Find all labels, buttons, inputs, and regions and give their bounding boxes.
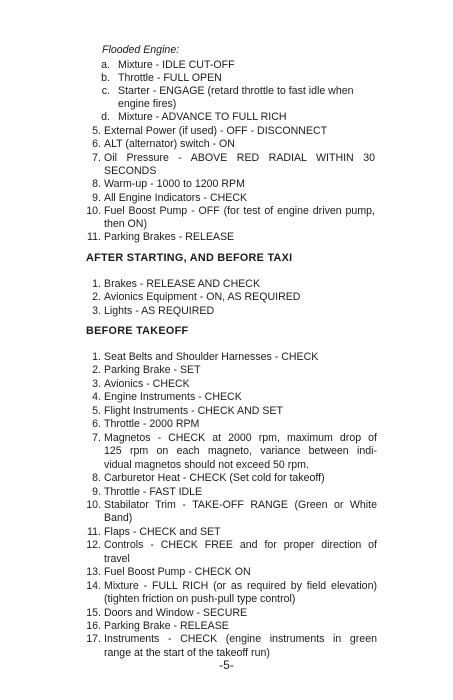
list-item-text: Avionics Equipment - ON, AS REQUIRED xyxy=(104,291,301,304)
list-item-text: Parking Brake - RELEASE xyxy=(104,620,229,632)
flooded-engine-title: Flooded Engine: xyxy=(102,44,180,56)
list-item-text: Parking Brake - SET xyxy=(104,364,201,377)
list-item-marker: 2. xyxy=(92,364,101,377)
list-item-marker: 12. xyxy=(86,539,101,552)
list-item-text: Instruments - CHECK (engine instruments in green xyxy=(104,633,377,646)
list-item-text: Controls - CHECK FREE and for proper direction of xyxy=(104,539,377,552)
list-item-marker: 11. xyxy=(87,525,101,538)
list-item-marker: 5. xyxy=(92,404,101,417)
list-item-text: 125 rpm on each magneto, variance between indi- xyxy=(104,445,377,458)
list-item-marker: 11. xyxy=(87,231,101,244)
list-item-marker: 3. xyxy=(92,377,101,390)
before-takeoff-heading: BEFORE TAKEOFF xyxy=(86,325,189,337)
list-item-text: travel xyxy=(104,552,130,565)
list-item-marker: a. xyxy=(101,58,110,71)
list-item-marker: 1. xyxy=(92,278,101,290)
list-item-marker: 9. xyxy=(92,485,101,498)
list-item-marker: 7. xyxy=(92,431,101,444)
page-number: -5- xyxy=(219,658,234,672)
list-item-marker: 7. xyxy=(92,151,101,164)
list-item-text: Fuel Boost Pump - CHECK ON xyxy=(104,566,251,579)
list-item-text: SECONDS xyxy=(104,164,157,177)
list-item-text: Fuel Boost Pump - OFF (for test of engine driven pump, xyxy=(104,204,375,217)
list-item-marker: 3. xyxy=(92,304,101,317)
list-item-text: Carburetor Heat - CHECK (Set cold for takeoff) xyxy=(104,472,325,485)
list-item-marker: 8. xyxy=(92,472,101,485)
list-item-text: Magnetos - CHECK at 2000 rpm, maximum drop of xyxy=(104,431,377,444)
list-item-text: Band) xyxy=(104,512,133,525)
list-item-text: Lights - AS REQUIRED xyxy=(104,304,215,317)
list-item-text: Doors and Window - SECURE xyxy=(104,606,248,619)
list-item-text: External Power (if used) - OFF - DISCONNECT xyxy=(104,125,328,137)
list-item-text: Flaps - CHECK and SET xyxy=(104,525,221,538)
list-item-text: Stabilator Trim - TAKE-OFF RANGE (Green or White xyxy=(104,498,377,511)
list-item-marker: 5. xyxy=(92,125,101,137)
list-item-text: Flight Instruments - CHECK AND SET xyxy=(104,404,283,417)
list-item-text: All Engine Indicators - CHECK xyxy=(104,191,248,204)
list-item-text: ALT (alternator) switch - ON xyxy=(104,138,235,151)
list-item-text: then ON) xyxy=(104,218,147,231)
list-item-text: vidual magnetos should not exceed 50 rpm. xyxy=(104,458,309,471)
list-item-marker: 10. xyxy=(86,204,101,217)
list-item-text: range at the start of the takeoff run) xyxy=(104,646,270,659)
list-item-marker: 2. xyxy=(92,291,101,304)
list-item-marker: d. xyxy=(101,111,110,124)
list-item-marker: 17. xyxy=(86,633,101,646)
list-item-marker: c. xyxy=(101,84,110,97)
list-item-text: Engine Instruments - CHECK xyxy=(104,391,242,404)
list-item-text: Warm-up - 1000 to 1200 RPM xyxy=(104,178,245,191)
list-item-text: Throttle - FULL OPEN xyxy=(118,71,222,84)
list-item-marker: 16. xyxy=(86,620,101,632)
list-item-text: Mixture - FULL RICH (or as required by field elevation) xyxy=(104,579,377,592)
list-item-text: Starter - ENGAGE (retard throttle to fast idle when xyxy=(118,84,354,97)
list-item-marker: 14. xyxy=(86,579,101,592)
list-item-marker: 15. xyxy=(86,606,101,619)
list-item-text: Oil Pressure - ABOVE RED RADIAL WITHIN 30 xyxy=(104,151,375,164)
list-item-text: (tighten friction on push-pull type control) xyxy=(104,593,296,606)
list-item-marker: 1. xyxy=(92,351,101,363)
list-item-marker: 6. xyxy=(92,138,101,151)
list-item-marker: 8. xyxy=(92,178,101,191)
list-item-text: Throttle - FAST IDLE xyxy=(104,485,203,498)
list-item-text: Mixture - ADVANCE TO FULL RICH xyxy=(118,111,287,124)
list-item-marker: 6. xyxy=(92,418,101,431)
list-item-text: Avionics - CHECK xyxy=(104,377,190,390)
list-item-text: engine fires) xyxy=(118,98,177,111)
after-starting-heading: AFTER STARTING, AND BEFORE TAXI xyxy=(86,252,293,264)
list-item-marker: 9. xyxy=(92,191,101,204)
list-item-text: Brakes - RELEASE AND CHECK xyxy=(104,278,261,290)
list-item-text: Mixture - IDLE CUT-OFF xyxy=(118,58,235,71)
list-item-marker: 13. xyxy=(86,566,101,579)
list-item-marker: 10. xyxy=(86,498,101,511)
list-item-text: Parking Brakes - RELEASE xyxy=(104,231,235,244)
list-item-marker: b. xyxy=(101,71,110,84)
list-item-marker: 4. xyxy=(92,391,101,404)
list-item-text: Seat Belts and Shoulder Harnesses - CHECK xyxy=(104,351,319,363)
list-item-text: Throttle - 2000 RPM xyxy=(104,418,200,431)
